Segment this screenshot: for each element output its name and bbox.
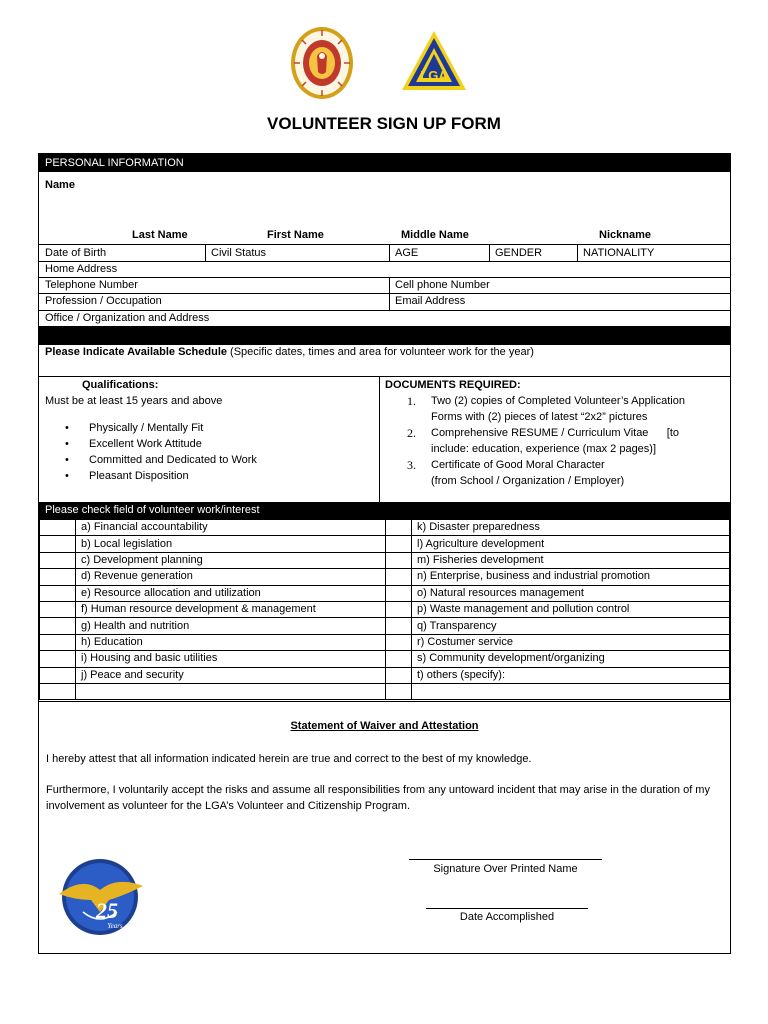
table-row [40, 683, 730, 699]
gender-field[interactable]: GENDER [495, 247, 543, 259]
anniv-word: Years [107, 922, 123, 930]
interest-label: h) Education [76, 634, 386, 650]
interest-label [76, 683, 386, 699]
interest-checkbox[interactable] [386, 585, 412, 601]
list-item: 1. Two (2) copies of Completed Volunteer’s Application Forms with (2) pieces of latest “2x2” pictures [407, 394, 685, 423]
interest-label: p) Waste management and pollution control [412, 601, 730, 617]
waiver-text: Furthermore, I voluntarily accept the risks and assume all responsibilities from any untoward incident that may arise in the duration of my involvement as volunteer for the LGA’s Volunteer and Citizenship Program. [46, 784, 710, 812]
interest-checkbox[interactable] [40, 651, 76, 667]
date-line[interactable] [426, 908, 588, 909]
interest-checkbox[interactable] [386, 651, 412, 667]
signature-label: Signature Over Printed Name [433, 863, 578, 875]
interest-label: m) Fisheries development [412, 552, 730, 568]
interest-label: f) Human resource development & management [76, 601, 386, 617]
interest-label: t) others (specify): [412, 667, 730, 683]
list-item: 2. Comprehensive RESUME / Curriculum Vitae [to include: education, experience (max 2 pages)] [407, 426, 679, 455]
last-name-label: Last Name [132, 229, 188, 241]
table-row [40, 667, 730, 683]
interest-checkbox[interactable] [386, 536, 412, 552]
qualifications-list [65, 420, 257, 484]
schedule-label-rest: (Specific dates, times and area for volunteer work for the year) [227, 346, 534, 358]
name-label: Name [45, 179, 75, 191]
table-row [40, 520, 730, 536]
interest-checkbox[interactable] [40, 601, 76, 617]
date-label: Date Accomplished [459, 911, 555, 923]
schedule-field[interactable] [39, 344, 534, 360]
table-row [40, 618, 730, 634]
interest-label: e) Resource allocation and utilization [76, 585, 386, 601]
interest-label: c) Development planning [76, 552, 386, 568]
interest-checkbox[interactable] [40, 585, 76, 601]
nickname-label: Nickname [599, 229, 651, 241]
first-name-label: First Name [267, 229, 324, 241]
interest-label: j) Peace and security [76, 667, 386, 683]
interest-checkbox[interactable] [386, 601, 412, 617]
interest-checkbox[interactable] [40, 634, 76, 650]
telephone-field[interactable]: Telephone Number [45, 279, 138, 291]
interest-checkbox[interactable] [40, 618, 76, 634]
separator-bar [39, 326, 730, 345]
date-of-birth-field[interactable]: Date of Birth [45, 247, 107, 259]
table-row [40, 651, 730, 667]
interest-checkbox[interactable] [40, 536, 76, 552]
documents-title: DOCUMENTS REQUIRED: [385, 379, 521, 391]
interest-label: n) Enterprise, business and industrial promotion [412, 569, 730, 585]
header-logos [0, 24, 768, 100]
lga-25-years-logo [53, 856, 147, 938]
schedule-label-bold: Please Indicate Available Schedule [45, 346, 227, 358]
profession-field[interactable]: Profession / Occupation [45, 295, 162, 307]
interest-checkbox[interactable] [40, 520, 76, 536]
table-row [40, 536, 730, 552]
list-item: • Physically / Mentally Fit [65, 420, 257, 436]
interest-label: g) Health and nutrition [76, 618, 386, 634]
interest-label: l) Agriculture development [412, 536, 730, 552]
nationality-field[interactable]: NATIONALITY [583, 247, 655, 259]
form-title: VOLUNTEER SIGN UP FORM [267, 114, 501, 133]
interest-checkbox[interactable] [386, 634, 412, 650]
interest-checkbox[interactable] [386, 520, 412, 536]
waiver-title: Statement of Waiver and Attestation [290, 720, 479, 732]
interest-checkbox[interactable] [40, 683, 76, 699]
table-row [40, 569, 730, 585]
interest-label: s) Community development/organizing [412, 651, 730, 667]
middle-name-label: Middle Name [401, 229, 469, 241]
list-item: 3. Certificate of Good Moral Character (from School / Organization / Employer) [407, 458, 625, 487]
interest-checkbox[interactable] [386, 552, 412, 568]
civil-status-field[interactable]: Civil Status [211, 247, 267, 259]
interest-label: a) Financial accountability [76, 520, 386, 536]
attestation-text: I hereby attest that all information indicated herein are true and correct to the best of my knowledge. [46, 753, 532, 765]
dilg-seal-logo [290, 26, 354, 100]
documents-list [393, 393, 723, 489]
interest-label: q) Transparency [412, 618, 730, 634]
interest-label: k) Disaster preparedness [412, 520, 730, 536]
table-row [40, 552, 730, 568]
personal-info-bar: PERSONAL INFORMATION [39, 154, 730, 172]
interest-label: b) Local legislation [76, 536, 386, 552]
age-requirement: Must be at least 15 years and above [45, 395, 223, 407]
age-field[interactable]: AGE [395, 247, 419, 259]
interest-label: i) Housing and basic utilities [76, 651, 386, 667]
qualifications-title: Qualifications: [82, 379, 159, 391]
interest-checkbox[interactable] [40, 552, 76, 568]
form-frame [38, 153, 731, 954]
interest-checkbox[interactable] [40, 569, 76, 585]
interest-checkbox[interactable] [386, 618, 412, 634]
cellphone-field[interactable]: Cell phone Number [395, 279, 490, 291]
email-field[interactable]: Email Address [395, 295, 466, 307]
interest-checkbox[interactable] [40, 667, 76, 683]
office-field[interactable]: Office / Organization and Address [45, 312, 210, 324]
table-row [40, 601, 730, 617]
interest-label: r) Costumer service [412, 634, 730, 650]
home-address-field[interactable]: Home Address [45, 263, 118, 275]
anniv-number: 25 [96, 898, 118, 923]
interest-checkbox[interactable] [386, 667, 412, 683]
interest-label: o) Natural resources management [412, 585, 730, 601]
list-item: • Pleasant Disposition [65, 468, 257, 484]
interest-table [39, 519, 730, 700]
list-item: • Excellent Work Attitude [65, 436, 257, 452]
interest-label: d) Revenue generation [76, 569, 386, 585]
list-item: • Committed and Dedicated to Work [65, 452, 257, 468]
table-row [40, 634, 730, 650]
table-row [40, 585, 730, 601]
lga-logo [400, 28, 468, 94]
svg-text:LGA: LGA [420, 68, 448, 83]
interest-checkbox[interactable] [386, 569, 412, 585]
interest-bar: Please check field of volunteer work/interest [39, 502, 730, 519]
interest-checkbox[interactable] [386, 683, 412, 699]
signature-line[interactable] [409, 859, 602, 860]
interest-label[interactable] [412, 683, 730, 699]
